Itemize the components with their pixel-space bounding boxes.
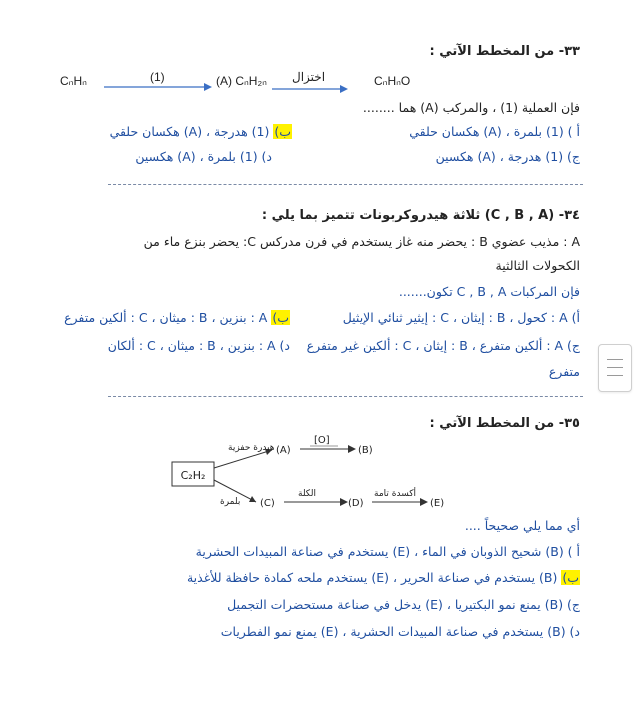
q35-upper-label: هيدرة حفزية (228, 443, 275, 453)
q33-option-b-text: (1) هدرجة ، (A) هكسان حلقي (109, 124, 274, 139)
q34-option-c-continued: متفرع (548, 364, 580, 379)
q35-combustion-label: أكسدة تامة (374, 489, 417, 499)
q33-option-b[interactable] (110, 124, 292, 139)
q35-option-b[interactable] (187, 570, 580, 585)
q33-option-c[interactable]: ج) (1) هدرجة ، (A) هكسين (435, 149, 580, 164)
q34-option-a[interactable]: أ) A : كحول ، B : إيثان ، C : إيثير ثنائي الإيثيل (342, 310, 580, 325)
q35-lower-label: بلمرة (220, 497, 241, 507)
q35-option-a[interactable]: أ ) (B) شحيح الذوبان في الماء ، (E) يستخدم في صناعة المبيدات الحشرية (195, 544, 580, 559)
q34-properties-line2: الكحولات الثالثية (495, 258, 580, 273)
q34-properties-line1: A : مذيب عضوي B : يحضر منه غاز يستخدم في فرن مدركس C: يحضر بنزع ماء من (143, 234, 580, 249)
q34-option-b-text: A : بنزين ، B : ميثان ، C : ألكين متفرع (64, 310, 272, 325)
q35-question: أي مما يلي صحيحاً .... (464, 518, 580, 533)
q35-product-a: (A) (276, 445, 291, 456)
q33-option-a[interactable]: أ ) (1) بلمرة ، (A) هكسان حلقي (409, 124, 580, 139)
q35-option-b-text: (B) يستخدم في صناعة الحرير ، (E) يستخدم ملحه كمادة حافظة للأغذية (186, 570, 562, 585)
scroll-handle-icon[interactable] (598, 344, 632, 392)
q35-product-e: (E) (430, 498, 445, 509)
q35-option-d[interactable]: د) (B) يستخدم في صناعة المبيدات الحشرية ، (E) يمنع نمو الفطريات (220, 624, 580, 639)
q33-reactant: CₙHₙ (60, 74, 87, 88)
q35-oxidation-label: [O] (314, 435, 330, 446)
q33-title: ٣٣- من المخطط الآتي : (429, 44, 580, 59)
q35-reaction-diagram (168, 428, 458, 518)
q34-option-c[interactable]: ج) A : ألكين متفرع ، B : إيثان ، C : ألكين غير متفرع (306, 338, 580, 353)
q35-product-b: (B) (358, 445, 373, 456)
q33-step2-label: اختزال (292, 70, 326, 84)
q33-product: CₙHₙO (374, 74, 411, 88)
q33-step1-label: (1) (150, 70, 165, 84)
q35-option-c[interactable]: ج) (B) يمنع نمو البكتيريا ، (E) يدخل في صناعة مستحضرات التجميل (227, 597, 580, 612)
q35-option-b-letter: ب) (562, 570, 579, 585)
q34-question: فإن المركبات C , B , A تكون....... (398, 284, 580, 299)
q35-title: ٣٥- من المخطط الآتي : (429, 416, 580, 431)
q35-c2h2-label: C₂H₂ (180, 469, 206, 482)
q35-product-d: (D) (348, 498, 364, 509)
separator (108, 396, 583, 397)
q33-arrow-1 (104, 82, 212, 92)
q33-middle: (A) CₙH₂ₙ (216, 74, 267, 88)
q33-question: فإن العملية (1) ، والمركب (A) هما ........ (362, 100, 580, 115)
q34-option-b[interactable] (64, 310, 290, 325)
q33-option-b-letter: ب) (274, 124, 291, 139)
separator (108, 184, 583, 185)
q34-title: ٣٤- (C , B , A) ثلاثة هيدروكربونات تتميز بما يلي : (261, 208, 580, 223)
q35-product-c: (C) (260, 498, 275, 509)
q35-chlorination-label: الكلة (298, 489, 317, 499)
q33-arrow-2 (272, 84, 348, 94)
q34-option-b-letter: ب) (272, 310, 289, 325)
q33-option-d[interactable]: د) (1) بلمرة ، (A) هكسين (135, 149, 272, 164)
q34-option-d[interactable]: د) A : بنزين ، B : ميثان ، C : ألكان (107, 338, 290, 353)
